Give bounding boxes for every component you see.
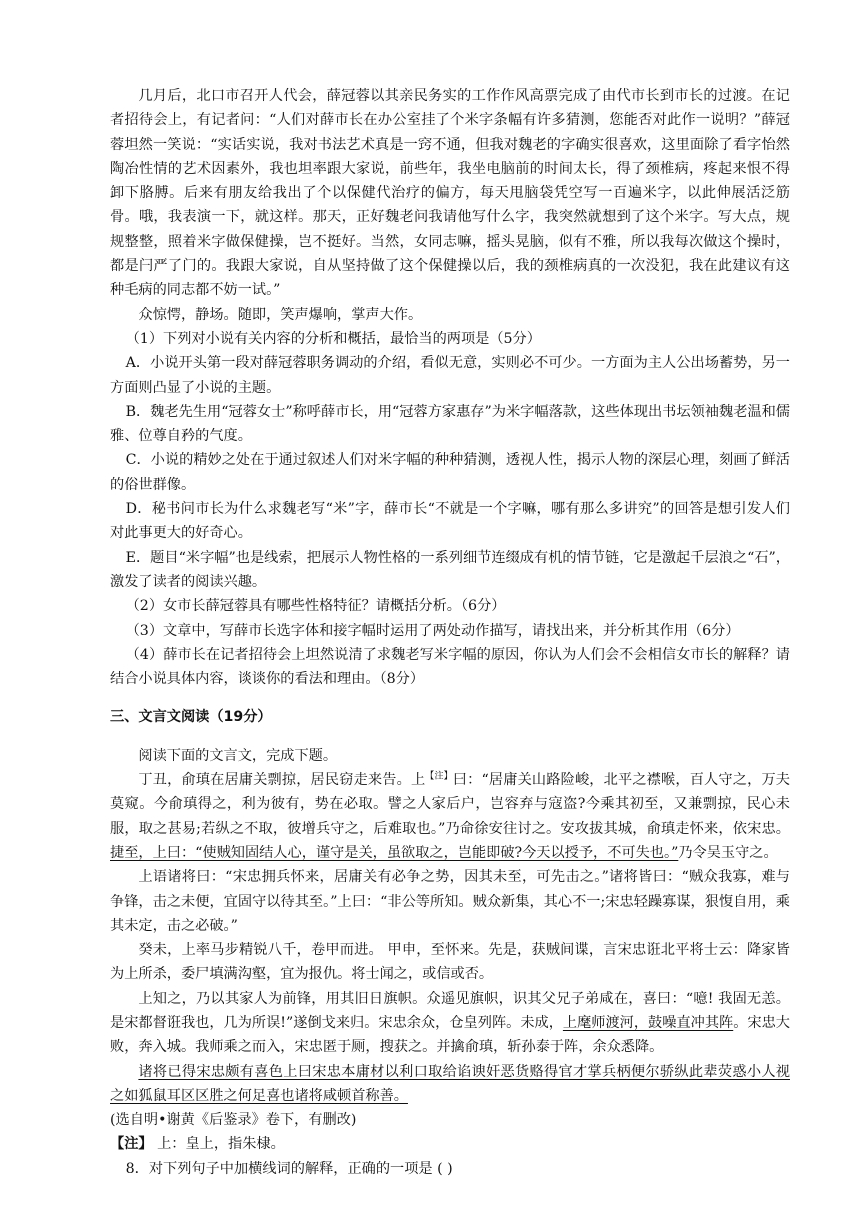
- option-d: D．秘书问市长为什么求魏老写“米”字，薛市长“不就是一个字嘛，哪有那么多讲究”的回答是想引发人们对此事更大的好奇心。: [110, 501, 790, 542]
- classical-paragraph: 上语诸将曰：“宋忠拥兵怀来，居庸关有必争之势，因其未至，可先击之。”诸将皆曰：“贼众我寡，难与争锋，击之未便，宜固守以待其至。”上曰：“非公等所知。贼众新集，其心不一;宋忠轻躁寡谋，狠愎自用，乘其未定，击之必破。”: [110, 869, 790, 934]
- note-marker: 【注】: [425, 771, 453, 782]
- classical-paragraph: 丁丑，俞瑱在居庸关剽掠，居民窃走来告。上$^{【注】}$曰：“居庸关山路险峻，北平之襟喉，百人守之，万夫莫窥。今俞瑱得之，利为彼有，势在必取。譬之人家后户，岂容弃与寇盗?今乘其初至，又兼剽掠，民心未服，取之甚易;若纵之不取，彼增兵守之，后难取也。”乃命徐安往讨之。安攻拔其城，俞瑱走怀来，依宋忠。捷至，上曰：“使贼知固结人心，谨守是关，虽欲取之，岂能即破?今天以授予，不可失也。”乃令吴玉守之。: [110, 771, 790, 861]
- question-3: （3）文章中，写薛市长选字体和接字幅时运用了两处动作描写，请找出来，并分析其作用（6分）: [125, 622, 740, 639]
- instruction: 阅读下面的文言文，完成下题。: [138, 747, 338, 764]
- story-paragraph: 几月后，北口市召开人代会，薛冠蓉以其亲民务实的工作作风高票完成了由代市长到市长的过渡。在记者招待会上，有记者问：“人们对薛市长在办公室挂了个米字条幅有许多猜测，您能否对此作一说明？”薛冠蓉坦然一笑说：“实话实说，我对书法艺术真是一窍不通，但我对魏老的字确实很喜欢，这里面除了看字怡然陶冶性情的艺术因素外，我也坦率跟大家说，前些年，我坐电脑前的时间太长，得了颈椎病，疼起来恨不得卸下胳膊。后来有朋友给我出了个以保健代治疗的偏方，每天甩脑袋凭空写一百遍米字，以此伸展活泛筋骨。哦，我表演一下，就这样。那天，正好魏老问我请他写什么字，我突然就想到了这个米字。写大点，规规整整，照着米字做保健操，岂不挺好。当然，女同志嘛，摇头晃脑，似有不雅，所以我每次做这个操时，都是闩严了门的。我跟大家说，自从坚持做了这个保健操以后，我的颈椎病真的一次没犯，我在此建议有这种毛病的同志都不妨一试。”: [110, 88, 790, 299]
- underlined-sentence: 上麾师渡河，鼓噪直冲其阵: [562, 1014, 734, 1031]
- option-e: E．题目“米字幅”也是线索，把展示人物性格的一系列细节连缀成有机的情节链，它是激起千层浪之“石”，激发了读者的阅读兴趣。: [110, 549, 790, 590]
- classical-paragraph: 上知之，乃以其家人为前锋，用其旧日旗帜。众遥见旗帜，识其父兄子弟咸在，喜曰：“噫! 我固无恙。是宋都督诳我也，几为所误!”遂倒戈来归。宋忠余众，仓皇列阵。未成，上麾师渡河，鼓噪直冲其阵。宋忠大败，奔入城。我师乘之而入，宋忠匿于厕，搜获之。并擒俞瑱，斩孙泰于阵，余众悉降。: [110, 990, 790, 1056]
- classical-paragraph: 癸未，上率马步精锐八千，卷甲而进。 甲申，至怀来。先是，获贼间谍，言宋忠诳北平将士云：降家皆为上所杀，委尸填满沟壑，宜为报仇。将士闻之，或信或否。: [110, 942, 790, 983]
- classical-paragraph: [110, 1060, 790, 1109]
- option-c: C．小说的精妙之处在于通过叙述人们对米字幅的种种猜测，透视人性，揭示人物的深层心理，刻画了鲜活的俗世群像。: [110, 452, 790, 493]
- option-a: A．小说开头第一段对薛冠蓉职务调动的介绍，看似无意，实则必不可少。一方面为主人公出场蓄势，另一方面则凸显了小说的主题。: [110, 355, 790, 396]
- note-text: 上：皇上，指朱棣。: [152, 1136, 285, 1153]
- question-2: （2）女市长薛冠蓉具有哪些性格特征？请概括分析。（6分）: [125, 598, 506, 615]
- option-b: B．魏老先生用“冠蓉女士”称呼薛市长，用“冠蓉方家惠存”为米字幅落款，这些体现出书坛领袖魏老温和儒雅、位尊自矜的气度。: [110, 403, 790, 445]
- question-1: （1）下列对小说有关内容的分析和概括，最恰当的两项是（5分）: [125, 330, 541, 347]
- note-label: 【注】: [110, 1136, 153, 1153]
- question-4: （4）薛市长在记者招待会上坦然说清了求魏老写米字幅的原因，你认为人们会不会相信女市长的解释？请结合小说具体内容，谈谈你的看法和理由。（8分）: [110, 646, 790, 688]
- section-heading: 三、文言文阅读（19分）: [110, 709, 272, 726]
- source-citation: (选自明•谢黄《后鉴录》卷下，有删改): [110, 1112, 357, 1129]
- document-page: [110, 84, 790, 1181]
- underlined-passage: 诸将已得宋忠颇有喜色上曰宋忠本庸材以利口取给谄谀奸恶货赂得官才掌兵柄便尔骄纵此辈荧惑小人视之如狐鼠耳区区胜之何足喜也诸将咸顿首称善。: [110, 1063, 790, 1104]
- question-8: 8．对下列句子中加横线词的解释，正确的一项是 ( ): [125, 1160, 453, 1177]
- underlined-sentence: 捷至，上曰：“使贼知固结人心，谨守是关，虽欲取之，岂能即破?今天以授予，不可失也。”: [110, 844, 679, 861]
- story-paragraph: 众惊愕，静场。随即，笑声爆响，掌声大作。: [138, 306, 423, 323]
